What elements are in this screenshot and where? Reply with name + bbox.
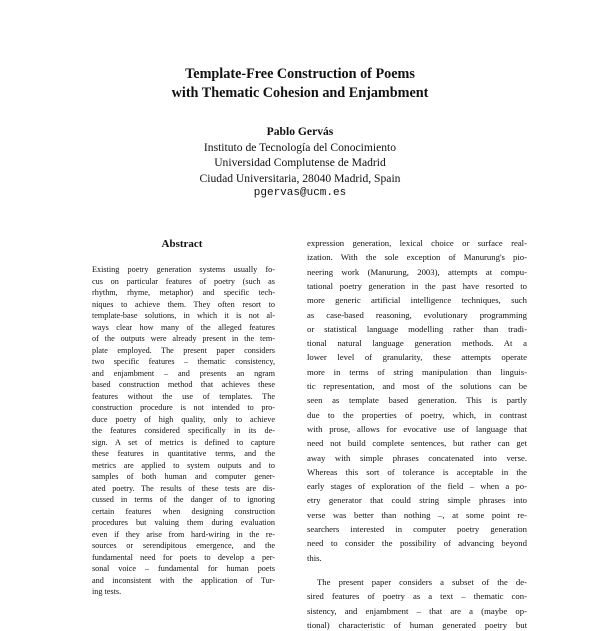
body-line: lower level of granularity, these attempts operate [307,352,527,363]
body-line: more generic artificial intelligence techniques, such [307,295,527,306]
body-line: neering work (Manurung, 2003), attempts at compu- [307,266,527,277]
body-line: seen as template based generation. This is partly [307,395,527,406]
abstract-line: ated poetry. The results of these tests are dis- [92,483,275,493]
paper-title [0,65,600,103]
abstract-line: based construction method that achieves these [92,380,275,389]
abstract-line: certain features when designing construction [92,506,275,516]
body-line: or statistical language modelling rather than tradi- [307,323,527,334]
body-line: with prose, allows for evocative use of language that [307,423,527,434]
abstract-line: and enjambment – and presents an ngram [92,368,275,378]
body-line: expression generation, lexical choice or surface real- [307,238,527,248]
body-line: need not build complete sentences, but rather can get [307,438,527,449]
author-name: Pablo Gervás [266,125,334,138]
body-line: this. [307,552,322,563]
abstract-line: features without the use of templates. The [92,391,275,401]
body-line: need to consider the possibility of advancing beyond [307,538,527,549]
affiliation-line: Instituto de Tecnología del Conocimiento [203,140,397,154]
body-line: verse was better than nothing –, at some point re- [307,509,527,520]
body-line: tational poetry generation in the past have resorted to [307,280,527,291]
abstract-line: cussed in terms of the danger of to ignoring [92,495,275,504]
title-line-2: with Thematic Cohesion and Enjambment [171,85,429,101]
abstract-line: two specific features – thematic consistency, [92,357,275,366]
abstract-line: sources or serendipitous emergence, and the [92,541,275,550]
abstract-line: plate employed. The present paper considers [92,345,275,355]
body-line: sired features of poetry as a text – thematic con- [307,591,527,602]
abstract-line: of the outputs were already present in the tem- [92,334,275,343]
body-line: etry generator that could string simple phrases into [307,495,527,506]
abstract-line: these features in quantitative terms, and the [92,449,275,458]
abstract-line: metrics are applied to system outputs and to [92,460,275,470]
title-line-1: Template-Free Construction of Poems [185,66,415,82]
abstract-line: the features considered specifically in its de- [92,426,275,435]
body-line: tional natural language generation methods. At a [307,338,527,349]
abstract-line: duce poetry of high quality, only to achieve [92,414,275,424]
body-line: Whereas this sort of tolerance is acceptable in the [307,466,527,477]
body-line: early stages of exploration of the field – when a po- [307,481,527,492]
abstract-line: ways clear how many of the alleged features [92,322,275,332]
body-line: as case-based reasoning, evolutionary programming [307,309,527,320]
abstract-line: construction procedure is not intended to pro- [92,403,275,412]
abstract-line: template-base solutions, in which it is not al- [92,311,275,320]
abstract-line: and inconsistent with the application of Tur- [92,575,275,585]
abstract-line: fundamental need for poets to develop a per- [92,552,275,562]
abstract-line: sonal voice – fundamental for human poets [92,564,275,573]
body-line: more in terms of string manipulation than linguis- [307,366,527,377]
body-line: tional) characteristic of human generated poetry but [307,619,527,630]
body-line: The present paper considers a subset of the de- [317,576,527,587]
abstract-line: samples of both human and computer gener- [92,472,275,481]
abstract-line: Existing poetry generation systems usually fo- [92,265,275,274]
author-email: pgervas@ucm.es [253,187,347,199]
body-line: due to the properties of poetry, which, in contrast [307,409,527,420]
abstract-line: ing tests. [92,587,122,596]
body-line: searchers interested in computer poetry generation [307,524,527,534]
abstract-line: procedures but valuing them during evaluation [92,518,275,527]
abstract-heading: Abstract [161,238,203,250]
affiliation-line: Ciudad Universitaria, 28040 Madrid, Spain [199,171,401,185]
abstract-line: niques to achieve them. They often resort to [92,299,275,309]
abstract-line: rhythm, rhyme, metaphor) and specific tech- [92,288,275,297]
body-line: tic representation, and most of the solutions can be [307,381,527,391]
abstract-line: even if they arise from hard-wiring in the re- [92,529,275,539]
abstract-line: sign. A set of metrics is defined to capture [92,437,275,447]
body-line: away with simple phrases concatenated into verse. [307,452,527,463]
author-block [0,124,600,202]
body-line: ization. With the sole exception of Manurung's pio- [307,252,527,263]
affiliation-line: Universidad Complutense de Madrid [214,156,386,169]
abstract-line: cus on particular features of poetry (such as [92,276,275,286]
body-line: sistency, and enjambment – that are a (maybe op- [307,605,527,616]
